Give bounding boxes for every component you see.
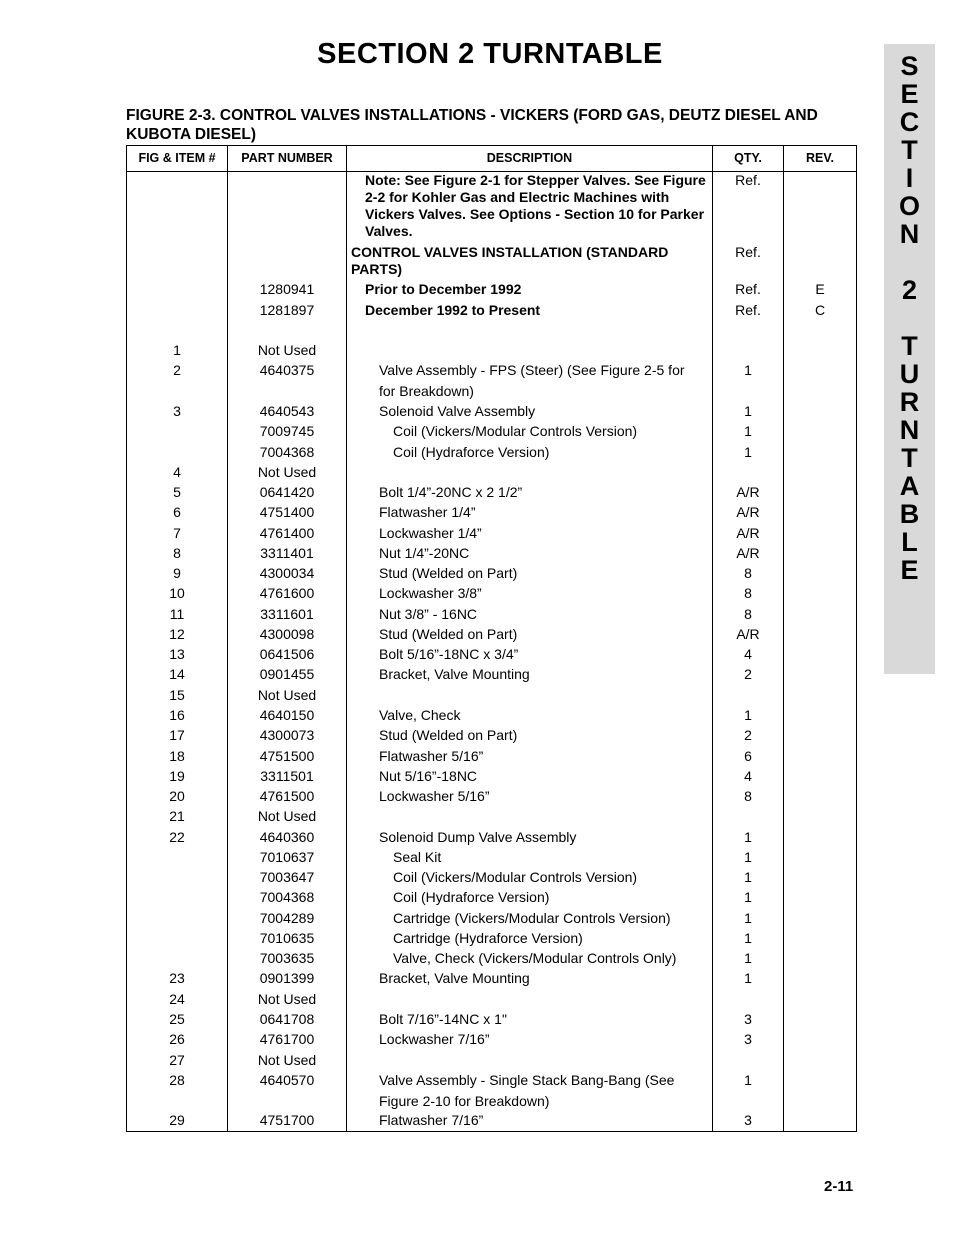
part-number-cell: 7004289 [259,910,315,926]
part-number-cell: 0901455 [259,666,315,682]
description-cell: Valve Assembly - FPS (Steer) (See Figure 2-5 for [379,362,685,378]
part-number-cell: 0901399 [259,970,315,986]
qty-cell: 1 [744,869,752,885]
description-cell: Stud (Welded on Part) [379,626,518,642]
fig-item-cell: 25 [169,1011,185,1027]
side-tab-letter: N [899,219,920,249]
part-number-cell: 4640543 [259,403,315,419]
qty-cell: Ref. [735,302,761,318]
fig-item-cell: 27 [169,1052,185,1068]
fig-item-cell: 19 [169,768,185,784]
description-cell: Bolt 5/16”-18NC x 3/4” [379,646,519,662]
side-tab-letter: L [901,527,918,557]
qty-cell: 6 [744,748,752,764]
description-cell: Lockwasher 5/16” [379,788,490,804]
description-cell: Solenoid Dump Valve Assembly [379,829,577,845]
fig-item-cell: 17 [169,727,185,743]
fig-item-cell: 3 [173,403,181,419]
qty-cell: 8 [744,606,752,622]
description-cell: Coil (Hydraforce Version) [393,444,550,460]
part-number-cell: Not Used [257,464,317,480]
side-tab-letter: T [901,443,918,473]
side-tab-letter: E [900,555,919,585]
qty-cell: 1 [744,849,752,865]
part-number-cell: 4300098 [259,626,315,642]
qty-cell: 8 [744,565,752,581]
side-tab-letter: I [905,163,914,193]
fig-item-cell: 12 [169,626,185,642]
description-cell: Note: See Figure 2-1 for Stepper Valves. See Figure [365,172,706,188]
fig-item-cell: 1 [173,342,181,358]
description-cell: Valve, Check [379,707,461,723]
page-number: 2-11 [824,1178,854,1195]
part-number-cell: 4761600 [259,585,315,601]
section-title: SECTION 2 TURNTABLE [317,38,663,70]
part-number-cell: 7003635 [259,950,315,966]
figure-title [126,106,856,144]
part-number-cell: 7003647 [259,869,315,885]
part-number-cell: Not Used [257,687,317,703]
qty-cell: 1 [744,950,752,966]
part-number-cell: 3311401 [260,545,314,561]
qty-cell: 4 [744,768,752,784]
fig-item-cell: 2 [173,362,181,378]
fig-item-cell: 5 [173,484,181,500]
description-cell: 2-2 for Kohler Gas and Electric Machines with [365,189,670,205]
description-cell: Lockwasher 7/16” [379,1031,490,1047]
qty-cell: A/R [736,525,760,541]
section-side-tab [884,44,935,674]
part-number-cell: 7010637 [259,849,315,865]
part-number-cell: 7009745 [259,423,315,439]
description-cell: Vickers Valves. See Options - Section 10 for Parker [365,206,705,222]
description-cell: Cartridge (Vickers/Modular Controls Version) [393,910,671,926]
part-number-cell: Not Used [257,991,317,1007]
description-cell: CONTROL VALVES INSTALLATION (STANDARD [351,244,669,260]
fig-item-cell: 15 [169,687,185,703]
rev-cell: E [815,281,825,297]
description-cell: Flatwasher 5/16” [379,748,484,764]
description-cell: Valve Assembly - Single Stack Bang-Bang (See [379,1072,675,1088]
side-tab-letter: 2 [901,275,918,305]
description-cell: Figure 2-10 for Breakdown) [379,1093,550,1109]
qty-cell: A/R [736,484,760,500]
part-number-cell: Not Used [257,1052,317,1068]
part-number-cell: 4761500 [259,788,315,804]
qty-cell: 1 [744,362,752,378]
qty-cell: 1 [744,444,752,460]
description-cell: Coil (Hydraforce Version) [393,889,550,905]
qty-cell: 1 [744,889,752,905]
fig-item-cell: 6 [173,504,181,520]
description-cell: Cartridge (Hydraforce Version) [393,930,583,946]
qty-cell: 2 [744,666,752,682]
fig-item-cell: 13 [169,646,185,662]
part-number-cell: 0641708 [259,1011,315,1027]
side-tab-letter: B [899,499,920,529]
part-number-cell: 7010635 [259,930,315,946]
part-number-cell: 0641506 [259,646,315,662]
qty-cell: 8 [744,788,752,804]
fig-item-cell: 11 [169,606,185,622]
qty-cell: 1 [744,970,752,986]
fig-item-cell: 20 [169,788,185,804]
fig-item-cell: 22 [169,829,185,845]
description-cell: Nut 3/8” - 16NC [379,606,478,622]
part-number-cell: 4300073 [259,727,315,743]
description-cell: Lockwasher 1/4” [379,525,482,541]
side-tab-letter: T [901,135,918,165]
qty-cell: A/R [736,626,760,642]
parts-table [126,145,857,1132]
qty-cell: 1 [744,930,752,946]
qty-cell: 1 [744,403,752,419]
rev-cell: C [814,302,826,318]
part-number-cell: 4761400 [259,525,315,541]
fig-item-cell: 26 [169,1031,185,1047]
qty-cell: 1 [744,910,752,926]
description-cell: Lockwasher 3/8” [379,585,482,601]
part-number-cell: 0641420 [259,484,315,500]
fig-item-cell: 23 [169,970,185,986]
part-number-cell: 4751500 [259,748,315,764]
side-tab-letter: C [899,107,920,137]
qty-cell: 4 [744,646,752,662]
part-number-cell: 4751400 [259,504,315,520]
part-number-cell: 1280941 [259,281,315,297]
part-number-cell: Not Used [257,342,317,358]
description-cell: Coil (Vickers/Modular Controls Version) [393,423,638,439]
header-qty: QTY. [734,151,762,165]
description-cell: Bolt 7/16”-14NC x 1" [379,1011,507,1027]
fig-item-cell: 28 [169,1072,185,1088]
part-number-cell: 4640375 [259,362,315,378]
fig-item-cell: 9 [173,565,181,581]
description-cell: Bolt 1/4”-20NC x 2 1/2” [379,484,523,500]
description-cell: for Breakdown) [379,383,474,399]
part-number-cell: 3311601 [260,606,314,622]
fig-item-cell: 7 [173,525,181,541]
description-cell: December 1992 to Present [365,302,541,318]
side-tab-letter: U [899,359,920,389]
qty-cell: 1 [744,1072,752,1088]
description-cell: Flatwasher 1/4” [379,504,476,520]
part-number-cell: 7004368 [259,889,315,905]
description-cell: Flatwasher 7/16” [379,1112,484,1128]
qty-cell: Ref. [735,172,761,188]
part-number-cell: 1281897 [259,302,315,318]
side-tab-letter: E [900,79,919,109]
side-tab-letter: O [898,191,920,221]
qty-cell: 3 [744,1011,752,1027]
description-cell: Solenoid Valve Assembly [379,403,536,419]
qty-cell: 8 [744,585,752,601]
header-fig-item: FIG & ITEM # [138,151,216,165]
qty-cell: 3 [744,1112,752,1128]
fig-item-cell: 10 [169,585,185,601]
part-number-cell: 4751700 [259,1112,315,1128]
description-cell: Coil (Vickers/Modular Controls Version) [393,869,638,885]
description-cell: Seal Kit [393,849,442,865]
description-cell: Nut 5/16”-18NC [379,768,478,784]
part-number-cell: 4300034 [259,565,315,581]
qty-cell: A/R [736,504,760,520]
fig-item-cell: 8 [173,545,181,561]
qty-cell: 2 [744,727,752,743]
description-cell: Stud (Welded on Part) [379,565,518,581]
qty-cell: 1 [744,423,752,439]
part-number-cell: 7004368 [259,444,315,460]
fig-item-cell: 14 [169,666,185,682]
part-number-cell: Not Used [257,808,317,824]
description-cell: Stud (Welded on Part) [379,727,518,743]
side-tab-letter: N [899,415,920,445]
description-cell: Valve, Check (Vickers/Modular Controls Only) [393,950,677,966]
side-tab-letter: S [900,51,919,81]
qty-cell: Ref. [735,281,761,297]
figure-title-line1: FIGURE 2-3. CONTROL VALVES INSTALLATIONS - VICKERS (FORD GAS, DEUTZ DIESEL AND [126,107,818,124]
qty-cell: 1 [744,829,752,845]
fig-item-cell: 29 [169,1112,185,1128]
fig-item-cell: 4 [173,464,181,480]
fig-item-cell: 21 [169,808,185,824]
header-description: DESCRIPTION [486,151,573,165]
description-cell: Prior to December 1992 [365,281,522,297]
description-cell: Bracket, Valve Mounting [379,970,530,986]
description-cell: Nut 1/4”-20NC [379,545,470,561]
description-cell: Valves. [365,223,413,239]
part-number-cell: 4640360 [259,829,315,845]
part-number-cell: 4640570 [259,1072,315,1088]
header-part-number: PART NUMBER [241,151,333,165]
description-cell: Bracket, Valve Mounting [379,666,530,682]
side-tab-letter: T [901,331,918,361]
qty-cell: 1 [744,707,752,723]
header-rev: REV. [805,151,835,165]
description-cell: PARTS) [351,261,403,277]
qty-cell: Ref. [735,244,761,260]
figure-title-line2: KUBOTA DIESEL) [126,126,257,143]
side-tab-letter: A [899,471,920,501]
side-tab-letter: R [899,387,920,417]
qty-cell: 3 [744,1031,752,1047]
part-number-cell: 3311501 [260,768,314,784]
part-number-cell: 4761700 [259,1031,315,1047]
fig-item-cell: 18 [169,748,185,764]
part-number-cell: 4640150 [259,707,315,723]
fig-item-cell: 24 [169,991,185,1007]
qty-cell: A/R [736,545,760,561]
fig-item-cell: 16 [169,707,185,723]
column-divider [346,146,347,1131]
